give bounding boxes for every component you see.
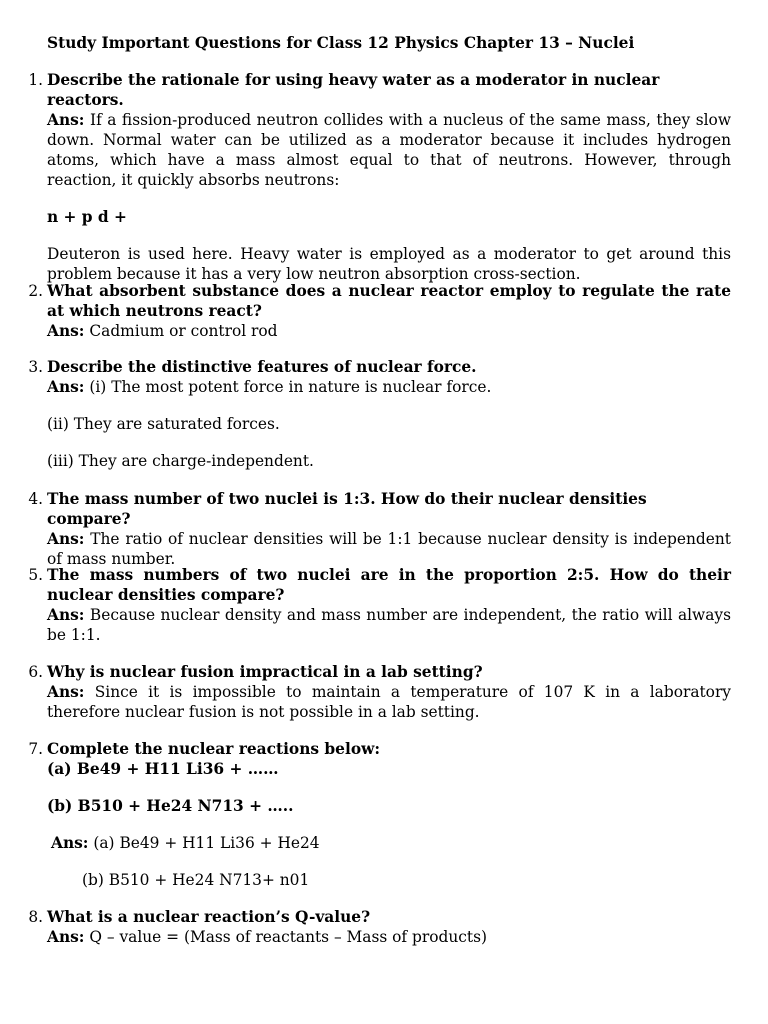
- question-number: 5.: [28, 566, 43, 584]
- answer: [47, 605, 731, 645]
- question-1: [28, 70, 731, 284]
- answer-text: Because nuclear density and mass number are independent, the ratio will always be 1:1.: [47, 606, 731, 644]
- answer-label: Ans:: [47, 606, 85, 624]
- question-number: 6.: [28, 663, 43, 681]
- question-text: Describe the distinctive features of nuclear force.: [47, 358, 477, 376]
- question-3: [28, 357, 731, 471]
- answer-text: Q – value = (Mass of reactants – Mass of products): [84, 928, 487, 946]
- answer-label: Ans:: [47, 530, 85, 548]
- question-text: What absorbent substance does a nuclear reactor employ to regulate the rate at which neutrons react?: [47, 282, 731, 320]
- question-6: [28, 662, 731, 722]
- answer-point-2: (ii) They are saturated forces.: [47, 415, 280, 433]
- answer: [47, 321, 731, 341]
- question-4: [28, 489, 731, 569]
- question-number: 1.: [28, 71, 43, 89]
- answer-b: (b) B510 + He24 N713+ n01: [82, 871, 310, 889]
- question-number: 7.: [28, 740, 43, 758]
- question-text: Complete the nuclear reactions below:: [47, 740, 381, 758]
- reaction-a: (a) Be49 + H11 Li36 + ……: [47, 760, 279, 778]
- question-text: Why is nuclear fusion impractical in a lab setting?: [47, 663, 483, 681]
- question-text: The mass numbers of two nuclei are in the proportion 2:5. How do their nuclear densities compare?: [47, 566, 731, 604]
- question-7: [28, 739, 731, 890]
- answer-label: Ans:: [47, 378, 85, 396]
- answer: [47, 682, 731, 722]
- question-2: [28, 281, 731, 341]
- answer-point-3: (iii) They are charge-independent.: [47, 452, 314, 470]
- answer-label: Ans:: [47, 111, 85, 129]
- answer: [47, 833, 731, 853]
- answer: [47, 927, 731, 947]
- question-number: 3.: [28, 358, 43, 376]
- reaction-b: (b) B510 + He24 N713 + …..: [47, 797, 294, 815]
- answer-text: If a fission-produced neutron collides with a nucleus of the same mass, they slow down. Normal water can be utilized as a moderator because it includes hydrogen atoms, which have a mass almost equal to that of neutrons. However, through reaction, it quickly absorbs neutrons:: [47, 111, 731, 189]
- answer-text: Since it is impossible to maintain a temperature of 107 K in a laboratory therefore nuclear fusion is not possible in a lab setting.: [47, 683, 731, 721]
- question-5: [28, 565, 731, 645]
- question-text: What is a nuclear reaction’s Q-value?: [47, 908, 371, 926]
- question-number: 8.: [28, 908, 43, 926]
- answer-text: (a) Be49 + H11 Li36 + He24: [88, 834, 320, 852]
- question-8: [28, 907, 731, 947]
- answer-text: The ratio of nuclear densities will be 1:1 because nuclear density is independent of mass number.: [47, 530, 731, 568]
- answer: [47, 529, 731, 569]
- answer-text: (i) The most potent force in nature is nuclear force.: [84, 378, 492, 396]
- answer-label: Ans:: [47, 322, 85, 340]
- answer-label: Ans:: [47, 928, 85, 946]
- question-number: 2.: [28, 282, 43, 300]
- question-number: 4.: [28, 490, 43, 508]
- answer: [47, 110, 731, 190]
- answer-extra: Deuteron is used here. Heavy water is employed as a moderator to get around this problem because it has a very low neutron absorption cross-section.: [47, 245, 731, 283]
- equation: n + p d +: [47, 208, 127, 226]
- answer-label: Ans:: [47, 683, 85, 701]
- answer: [47, 377, 731, 397]
- page-title: Study Important Questions for Class 12 Physics Chapter 13 – Nuclei: [47, 34, 635, 52]
- answer-label: Ans:: [51, 834, 89, 852]
- answer-text: Cadmium or control rod: [84, 322, 278, 340]
- question-text: The mass number of two nuclei is 1:3. How do their nuclear densities compare?: [47, 490, 647, 528]
- question-text: Describe the rationale for using heavy water as a moderator in nuclear reactors.: [47, 71, 660, 109]
